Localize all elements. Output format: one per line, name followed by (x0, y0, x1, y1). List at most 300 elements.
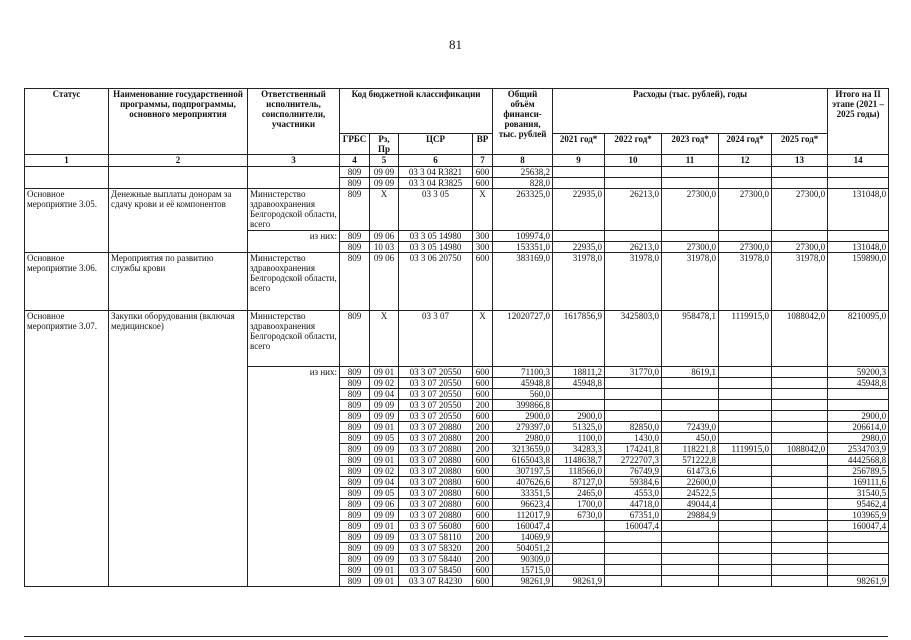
vr-cell: 600 (473, 499, 493, 510)
y2025-cell (772, 543, 828, 554)
y2025-cell (772, 455, 828, 466)
vr-cell: 600 (473, 510, 493, 521)
y2021-cell: 45948,8 (553, 378, 605, 389)
rzpr-cell: 09 04 (370, 477, 399, 488)
header-grbs: ГРБС (340, 134, 370, 155)
header-responsible: Ответственный исполнитель, соисполнители, участники (248, 89, 340, 155)
grbs-cell: 809 (340, 433, 370, 444)
y2025-cell (772, 167, 828, 178)
itogo-cell (828, 167, 889, 178)
total-cell: 407626,6 (493, 477, 553, 488)
y2022-cell: 31770,0 (605, 367, 662, 378)
y2021-cell (553, 554, 605, 565)
responsible-cell (248, 167, 340, 189)
y2024-cell: 1119915,0 (719, 311, 772, 367)
y2025-cell (772, 510, 828, 521)
y2024-cell (719, 477, 772, 488)
y2023-cell (662, 554, 719, 565)
vr-cell: 600 (473, 455, 493, 466)
y2021-cell (553, 565, 605, 576)
itogo-cell: 31540,5 (828, 488, 889, 499)
y2021-cell (553, 521, 605, 532)
header-expenses: Расходы (тыс. рублей), годы (553, 89, 828, 134)
y2025-cell (772, 565, 828, 576)
csr-cell: 03 3 05 14980 (399, 242, 473, 253)
column-number: 9 (553, 155, 605, 167)
itogo-cell: 159890,0 (828, 253, 889, 311)
y2023-cell: 450,0 (662, 433, 719, 444)
grbs-cell: 809 (340, 189, 370, 231)
total-cell: 90309,0 (493, 554, 553, 565)
csr-cell: 03 3 07 R4230 (399, 576, 473, 587)
csr-cell: 03 3 07 20550 (399, 400, 473, 411)
y2024-cell (719, 378, 772, 389)
y2021-cell (553, 543, 605, 554)
rzpr-cell: 09 06 (370, 231, 399, 242)
header-row-1 (25, 89, 889, 134)
y2024-cell: 27300,0 (719, 189, 772, 231)
y2023-cell: 22600,0 (662, 477, 719, 488)
header-status: Статус (25, 89, 109, 155)
rzpr-cell: 09 01 (370, 576, 399, 587)
y2021-cell (553, 532, 605, 543)
total-cell: 15715,0 (493, 565, 553, 576)
grbs-cell: 809 (340, 178, 370, 189)
y2025-cell (772, 422, 828, 433)
name-cell: Денежные выплаты донорам за сдачу крови и её компонентов (109, 189, 248, 253)
y2025-cell (772, 488, 828, 499)
column-number: 4 (340, 155, 370, 167)
rzpr-cell: 09 09 (370, 532, 399, 543)
itogo-cell: 131048,0 (828, 189, 889, 231)
csr-cell: 03 3 07 20880 (399, 466, 473, 477)
grbs-cell: 809 (340, 499, 370, 510)
header-csr: ЦСР (399, 134, 473, 155)
y2023-cell (662, 167, 719, 178)
y2024-cell (719, 554, 772, 565)
y2023-cell (662, 543, 719, 554)
y2022-cell: 26213,0 (605, 189, 662, 231)
grbs-cell: 809 (340, 400, 370, 411)
y2024-cell (719, 455, 772, 466)
header-rzpr: Рз, Пр (370, 134, 399, 155)
y2021-cell: 22935,0 (553, 189, 605, 231)
header-2023: 2023 год* (662, 134, 719, 155)
y2021-cell: 2900,0 (553, 411, 605, 422)
y2024-cell (719, 411, 772, 422)
y2022-cell (605, 411, 662, 422)
csr-cell: 03 3 07 20880 (399, 488, 473, 499)
y2023-cell (662, 378, 719, 389)
rzpr-cell: 09 09 (370, 543, 399, 554)
name-cell: Закупки оборудования (включая медицинское) (109, 311, 248, 587)
rzpr-cell: 09 09 (370, 444, 399, 455)
itogo-cell (828, 178, 889, 189)
y2025-cell (772, 367, 828, 378)
y2024-cell (719, 466, 772, 477)
name-cell: Мероприятия по развитию службы крови (109, 253, 248, 311)
rzpr-cell: 09 05 (370, 433, 399, 444)
csr-cell: 03 3 07 20880 (399, 499, 473, 510)
y2023-cell (662, 400, 719, 411)
y2023-cell: 27300,0 (662, 242, 719, 253)
y2024-cell (719, 167, 772, 178)
y2025-cell: 31978,0 (772, 253, 828, 311)
y2025-cell (772, 389, 828, 400)
grbs-cell: 809 (340, 455, 370, 466)
csr-cell: 03 3 07 20880 (399, 477, 473, 488)
rzpr-cell: Х (370, 189, 399, 231)
column-number: 8 (493, 155, 553, 167)
column-number: 12 (719, 155, 772, 167)
header-name: Наименование государственной программы, подпрограммы, основного мероприятия (109, 89, 248, 155)
grbs-cell: 809 (340, 521, 370, 532)
total-cell: 45948,8 (493, 378, 553, 389)
vr-cell: 300 (473, 242, 493, 253)
y2024-cell (719, 178, 772, 189)
header-2021: 2021 год* (553, 134, 605, 155)
y2023-cell (662, 576, 719, 587)
rzpr-cell: 09 02 (370, 378, 399, 389)
rzpr-cell: 09 09 (370, 167, 399, 178)
responsible-cell: Министерство здравоохранения Белгородской области, всего (248, 253, 340, 311)
y2023-cell (662, 565, 719, 576)
y2023-cell: 49044,4 (662, 499, 719, 510)
y2022-cell: 67351,0 (605, 510, 662, 521)
y2023-cell: 31978,0 (662, 253, 719, 311)
vr-cell: 600 (473, 488, 493, 499)
grbs-cell: 809 (340, 378, 370, 389)
rzpr-cell: 09 02 (370, 466, 399, 477)
y2023-cell: 72439,0 (662, 422, 719, 433)
itogo-cell: 95462,4 (828, 499, 889, 510)
itogo-cell: 45948,8 (828, 378, 889, 389)
y2021-cell: 2465,0 (553, 488, 605, 499)
rzpr-cell: 09 09 (370, 411, 399, 422)
y2025-cell (772, 400, 828, 411)
total-cell: 504051,2 (493, 543, 553, 554)
y2021-cell: 98261,9 (553, 576, 605, 587)
csr-cell: 03 3 07 58320 (399, 543, 473, 554)
y2022-cell: 160047,4 (605, 521, 662, 532)
vr-cell: 200 (473, 532, 493, 543)
table-row (25, 167, 889, 178)
y2021-cell: 51325,0 (553, 422, 605, 433)
vr-cell: 600 (473, 576, 493, 587)
rzpr-cell: Х (370, 311, 399, 367)
total-cell: 560,0 (493, 389, 553, 400)
csr-cell: 03 3 06 20750 (399, 253, 473, 311)
column-number: 3 (248, 155, 340, 167)
y2022-cell (605, 543, 662, 554)
status-cell: Основное мероприятие 3.07. (25, 311, 109, 587)
grbs-cell: 809 (340, 389, 370, 400)
total-cell: 109974,0 (493, 231, 553, 242)
header-2025: 2025 год* (772, 134, 828, 155)
y2025-cell: 1088042,0 (772, 444, 828, 455)
y2025-cell: 1088042,0 (772, 311, 828, 367)
vr-cell: 600 (473, 565, 493, 576)
y2021-cell: 118566,0 (553, 466, 605, 477)
y2022-cell: 76749,9 (605, 466, 662, 477)
total-cell: 71100,3 (493, 367, 553, 378)
grbs-cell: 809 (340, 477, 370, 488)
vr-cell: Х (473, 189, 493, 231)
table-row (25, 311, 889, 367)
itogo-cell (828, 532, 889, 543)
y2025-cell (772, 231, 828, 242)
y2023-cell (662, 178, 719, 189)
grbs-cell: 809 (340, 466, 370, 477)
itogo-cell: 98261,9 (828, 576, 889, 587)
vr-cell: 200 (473, 543, 493, 554)
itogo-cell: 131048,0 (828, 242, 889, 253)
itogo-cell: 2534703,9 (828, 444, 889, 455)
page-bottom-rule (24, 636, 888, 637)
header-budget-code: Код бюджетной классификации (340, 89, 493, 134)
itogo-cell: 2900,0 (828, 411, 889, 422)
vr-cell: 200 (473, 400, 493, 411)
grbs-cell: 809 (340, 554, 370, 565)
grbs-cell: 809 (340, 576, 370, 587)
y2024-cell: 31978,0 (719, 253, 772, 311)
grbs-cell: 809 (340, 488, 370, 499)
y2023-cell: 571222,8 (662, 455, 719, 466)
vr-cell: 600 (473, 477, 493, 488)
y2022-cell (605, 576, 662, 587)
vr-cell: 200 (473, 444, 493, 455)
y2022-cell: 4553,0 (605, 488, 662, 499)
y2024-cell (719, 367, 772, 378)
iz-nih-label: из них: (248, 231, 340, 253)
header-itogo: Итого на II этапе (2021 – 2025 годы) (828, 89, 889, 155)
column-number: 1 (25, 155, 109, 167)
csr-cell: 03 3 04 R3821 (399, 167, 473, 178)
y2021-cell (553, 178, 605, 189)
total-cell: 112017,9 (493, 510, 553, 521)
total-cell: 383169,0 (493, 253, 553, 311)
vr-cell: 300 (473, 231, 493, 242)
y2023-cell: 27300,0 (662, 189, 719, 231)
csr-cell: 03 3 07 20880 (399, 422, 473, 433)
y2025-cell: 27300,0 (772, 242, 828, 253)
total-cell: 153351,0 (493, 242, 553, 253)
status-cell: Основное мероприятие 3.05. (25, 189, 109, 253)
vr-cell: 600 (473, 167, 493, 178)
status-cell: Основное мероприятие 3.06. (25, 253, 109, 311)
y2023-cell: 29884,9 (662, 510, 719, 521)
itogo-cell: 169111,6 (828, 477, 889, 488)
rzpr-cell: 09 06 (370, 499, 399, 510)
column-numbers-row (25, 155, 889, 167)
y2022-cell: 2722707,3 (605, 455, 662, 466)
itogo-cell: 160047,4 (828, 521, 889, 532)
itogo-cell: 4442568,8 (828, 455, 889, 466)
y2023-cell: 958478,1 (662, 311, 719, 367)
iz-nih-label: из них: (248, 367, 340, 587)
y2022-cell (605, 167, 662, 178)
itogo-cell (828, 543, 889, 554)
itogo-cell (828, 389, 889, 400)
y2023-cell: 118221,8 (662, 444, 719, 455)
vr-cell: 600 (473, 253, 493, 311)
y2025-cell (772, 433, 828, 444)
vr-cell: 600 (473, 178, 493, 189)
y2022-cell (605, 532, 662, 543)
vr-cell: 600 (473, 521, 493, 532)
table-row (25, 189, 889, 231)
y2021-cell: 31978,0 (553, 253, 605, 311)
csr-cell: 03 3 07 20550 (399, 411, 473, 422)
rzpr-cell: 09 01 (370, 521, 399, 532)
y2025-cell (772, 466, 828, 477)
y2024-cell: 1119915,0 (719, 444, 772, 455)
grbs-cell: 809 (340, 367, 370, 378)
itogo-cell: 59200,3 (828, 367, 889, 378)
budget-table (24, 88, 889, 587)
y2021-cell: 87127,0 (553, 477, 605, 488)
total-cell: 263325,0 (493, 189, 553, 231)
column-number: 13 (772, 155, 828, 167)
total-cell: 3213659,0 (493, 444, 553, 455)
y2024-cell (719, 433, 772, 444)
y2021-cell (553, 389, 605, 400)
csr-cell: 03 3 07 20880 (399, 455, 473, 466)
y2025-cell (772, 521, 828, 532)
y2025-cell (772, 499, 828, 510)
grbs-cell: 809 (340, 532, 370, 543)
total-cell: 98261,9 (493, 576, 553, 587)
y2022-cell (605, 378, 662, 389)
status-cell (25, 167, 109, 189)
total-cell: 14069,9 (493, 532, 553, 543)
rzpr-cell: 10 03 (370, 242, 399, 253)
responsible-cell: Министерство здравоохранения Белгородской области, всего (248, 189, 340, 231)
y2022-cell: 44718,0 (605, 499, 662, 510)
total-cell: 307197,5 (493, 466, 553, 477)
y2022-cell: 3425803,0 (605, 311, 662, 367)
vr-cell: 200 (473, 422, 493, 433)
y2022-cell: 1430,0 (605, 433, 662, 444)
y2021-cell: 1100,0 (553, 433, 605, 444)
csr-cell: 03 3 05 (399, 189, 473, 231)
y2024-cell (719, 576, 772, 587)
header-total: Общий объём финанси-рования, тыс. рублей (493, 89, 553, 155)
y2022-cell (605, 178, 662, 189)
total-cell: 399866,8 (493, 400, 553, 411)
grbs-cell: 809 (340, 543, 370, 554)
y2022-cell (605, 565, 662, 576)
y2025-cell (772, 178, 828, 189)
itogo-cell (828, 231, 889, 242)
itogo-cell: 2980,0 (828, 433, 889, 444)
total-cell: 25638,2 (493, 167, 553, 178)
y2024-cell (719, 532, 772, 543)
y2024-cell (719, 231, 772, 242)
csr-cell: 03 3 07 20550 (399, 378, 473, 389)
y2025-cell (772, 477, 828, 488)
y2024-cell (719, 510, 772, 521)
y2024-cell (719, 565, 772, 576)
csr-cell: 03 3 07 58450 (399, 565, 473, 576)
y2022-cell: 174241,8 (605, 444, 662, 455)
rzpr-cell: 09 09 (370, 554, 399, 565)
y2025-cell: 27300,0 (772, 189, 828, 231)
y2025-cell (772, 378, 828, 389)
y2022-cell (605, 400, 662, 411)
column-number: 14 (828, 155, 889, 167)
y2022-cell (605, 554, 662, 565)
column-number: 7 (473, 155, 493, 167)
rzpr-cell: 09 01 (370, 422, 399, 433)
csr-cell: 03 3 07 58440 (399, 554, 473, 565)
y2025-cell (772, 554, 828, 565)
column-number: 6 (399, 155, 473, 167)
y2025-cell (772, 576, 828, 587)
itogo-cell (828, 400, 889, 411)
csr-cell: 03 3 07 20880 (399, 510, 473, 521)
y2021-cell (553, 167, 605, 178)
responsible-cell: Министерство здравоохранения Белгородской области, всего (248, 311, 340, 367)
grbs-cell: 809 (340, 411, 370, 422)
vr-cell: 600 (473, 411, 493, 422)
table-body (25, 167, 889, 587)
y2021-cell (553, 231, 605, 242)
rzpr-cell: 09 09 (370, 178, 399, 189)
y2021-cell: 1700,0 (553, 499, 605, 510)
rzpr-cell: 09 09 (370, 400, 399, 411)
itogo-cell: 103965,9 (828, 510, 889, 521)
csr-cell: 03 3 07 20880 (399, 444, 473, 455)
column-number: 5 (370, 155, 399, 167)
y2022-cell: 82850,0 (605, 422, 662, 433)
vr-cell: 200 (473, 554, 493, 565)
grbs-cell: 809 (340, 422, 370, 433)
grbs-cell: 809 (340, 311, 370, 367)
y2025-cell (772, 411, 828, 422)
total-cell: 33351,5 (493, 488, 553, 499)
itogo-cell: 206614,0 (828, 422, 889, 433)
csr-cell: 03 3 07 20880 (399, 433, 473, 444)
y2024-cell (719, 543, 772, 554)
itogo-cell (828, 554, 889, 565)
y2023-cell: 24522,5 (662, 488, 719, 499)
y2021-cell: 1148638,7 (553, 455, 605, 466)
total-cell: 279397,0 (493, 422, 553, 433)
y2024-cell (719, 521, 772, 532)
y2023-cell (662, 231, 719, 242)
vr-cell: 600 (473, 466, 493, 477)
y2022-cell: 31978,0 (605, 253, 662, 311)
y2024-cell (719, 389, 772, 400)
y2023-cell (662, 389, 719, 400)
grbs-cell: 809 (340, 565, 370, 576)
grbs-cell: 809 (340, 510, 370, 521)
y2021-cell: 18811,2 (553, 367, 605, 378)
y2024-cell (719, 400, 772, 411)
y2024-cell (719, 499, 772, 510)
y2022-cell (605, 231, 662, 242)
y2023-cell (662, 521, 719, 532)
y2023-cell (662, 411, 719, 422)
y2023-cell: 61473,6 (662, 466, 719, 477)
rzpr-cell: 09 09 (370, 510, 399, 521)
itogo-cell (828, 565, 889, 576)
vr-cell: Х (473, 311, 493, 367)
rzpr-cell: 09 01 (370, 455, 399, 466)
page-number: 81 (449, 37, 462, 52)
csr-cell: 03 3 07 58110 (399, 532, 473, 543)
